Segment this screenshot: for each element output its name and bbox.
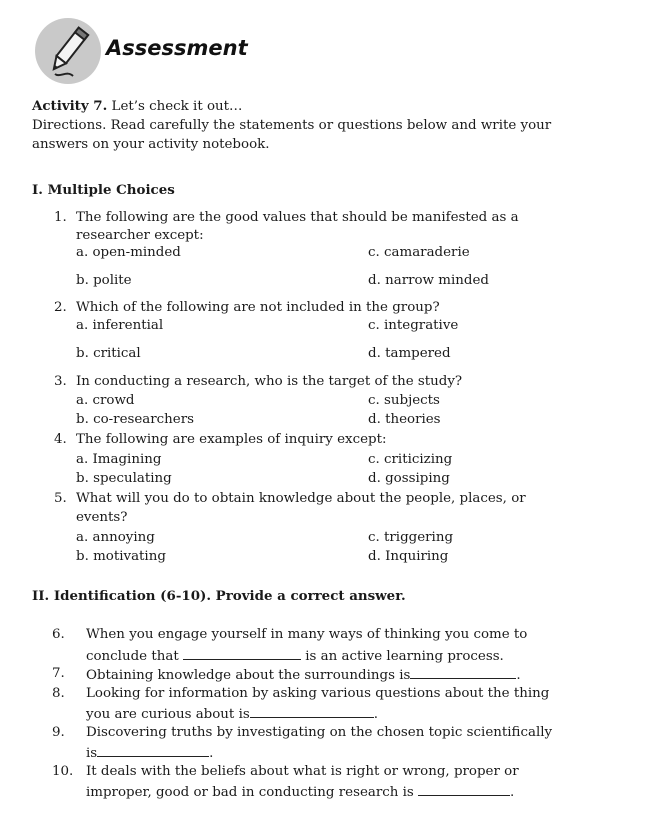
question-text: The following are the good values that should be manifested as a xyxy=(76,210,519,225)
option-a: a. Imagining xyxy=(76,452,162,467)
item-text: It deals with the beliefs about what is right or wrong, proper or xyxy=(86,764,519,779)
section-1-heading: I. Multiple Choices xyxy=(32,182,175,198)
item-text-pre: you are curious about is xyxy=(86,707,250,722)
question-text: In conducting a research, who is the target of the study? xyxy=(76,374,463,389)
item-text xyxy=(86,666,521,683)
question-text: Which of the following are not included in the group? xyxy=(76,300,440,315)
answer-blank[interactable] xyxy=(183,647,301,660)
section-2-heading: II. Identification (6-10). Provide a correct answer. xyxy=(32,588,406,604)
option-c: c. camaraderie xyxy=(368,245,470,260)
item-text-post: . xyxy=(516,668,521,683)
item-number: 8. xyxy=(52,686,65,701)
question-number: 4. xyxy=(54,432,67,447)
option-b: b. motivating xyxy=(76,549,166,564)
item-number: 6. xyxy=(52,627,65,642)
activity-text: Let’s check it out… xyxy=(107,99,243,114)
question-text: researcher except: xyxy=(76,228,204,243)
option-a: a. open-minded xyxy=(76,245,181,260)
option-c: c. triggering xyxy=(368,530,454,545)
item-text-post: . xyxy=(373,707,378,722)
question-number: 5. xyxy=(54,491,67,506)
activity-line xyxy=(32,98,242,114)
item-text xyxy=(86,705,378,722)
page-title: Assessment xyxy=(106,36,248,60)
item-text xyxy=(86,744,213,761)
item-text: Discovering truths by investigating on the chosen topic scientifically xyxy=(86,725,553,740)
option-b: b. co-researchers xyxy=(76,412,194,427)
option-d: d. tampered xyxy=(368,346,451,361)
item-text-pre: Obtaining knowledge about the surroundings is xyxy=(86,668,411,683)
option-a: a. inferential xyxy=(76,318,164,333)
option-c: c. subjects xyxy=(368,393,440,408)
pencil-icon xyxy=(35,18,101,84)
option-d: d. Inquiring xyxy=(368,549,449,564)
item-number: 10. xyxy=(52,764,74,779)
answer-blank[interactable] xyxy=(250,705,374,718)
pencil-icon-badge xyxy=(35,18,101,84)
option-d: d. narrow minded xyxy=(368,273,489,288)
item-text-pre: conclude that xyxy=(86,649,183,664)
item-number: 7. xyxy=(52,666,65,681)
option-b: b. speculating xyxy=(76,471,172,486)
option-a: a. annoying xyxy=(76,530,155,545)
answer-blank[interactable] xyxy=(97,744,209,757)
item-text xyxy=(86,647,504,664)
item-text-post: is an active learning process. xyxy=(300,649,504,664)
option-c: c. criticizing xyxy=(368,452,453,467)
option-b: b. polite xyxy=(76,273,132,288)
question-number: 3. xyxy=(54,374,67,389)
question-text: What will you do to obtain knowledge about the people, places, or xyxy=(76,491,526,506)
item-text-pre: improper, good or bad in conducting research is xyxy=(86,785,419,800)
option-a: a. crowd xyxy=(76,393,135,408)
answer-blank[interactable] xyxy=(410,666,516,679)
answer-blank[interactable] xyxy=(418,783,510,796)
question-number: 1. xyxy=(54,210,67,225)
item-text xyxy=(86,783,514,800)
option-c: c. integrative xyxy=(368,318,459,333)
activity-label: Activity 7. xyxy=(32,98,108,114)
directions-line-1: Directions. Read carefully the statements or questions below and write your xyxy=(32,118,552,133)
item-text-pre: is xyxy=(86,746,98,761)
item-text: Looking for information by asking various questions about the thing xyxy=(86,686,550,701)
question-number: 2. xyxy=(54,300,67,315)
option-d: d. gossiping xyxy=(368,471,450,486)
question-text: events? xyxy=(76,510,128,525)
item-text-post: . xyxy=(510,785,515,800)
item-text: When you engage yourself in many ways of thinking you come to xyxy=(86,627,528,642)
item-number: 9. xyxy=(52,725,65,740)
question-text: The following are examples of inquiry except: xyxy=(76,432,387,447)
option-b: b. critical xyxy=(76,346,141,361)
item-text-post: . xyxy=(209,746,214,761)
option-d: d. theories xyxy=(368,412,441,427)
directions-line-2: answers on your activity notebook. xyxy=(32,137,270,152)
